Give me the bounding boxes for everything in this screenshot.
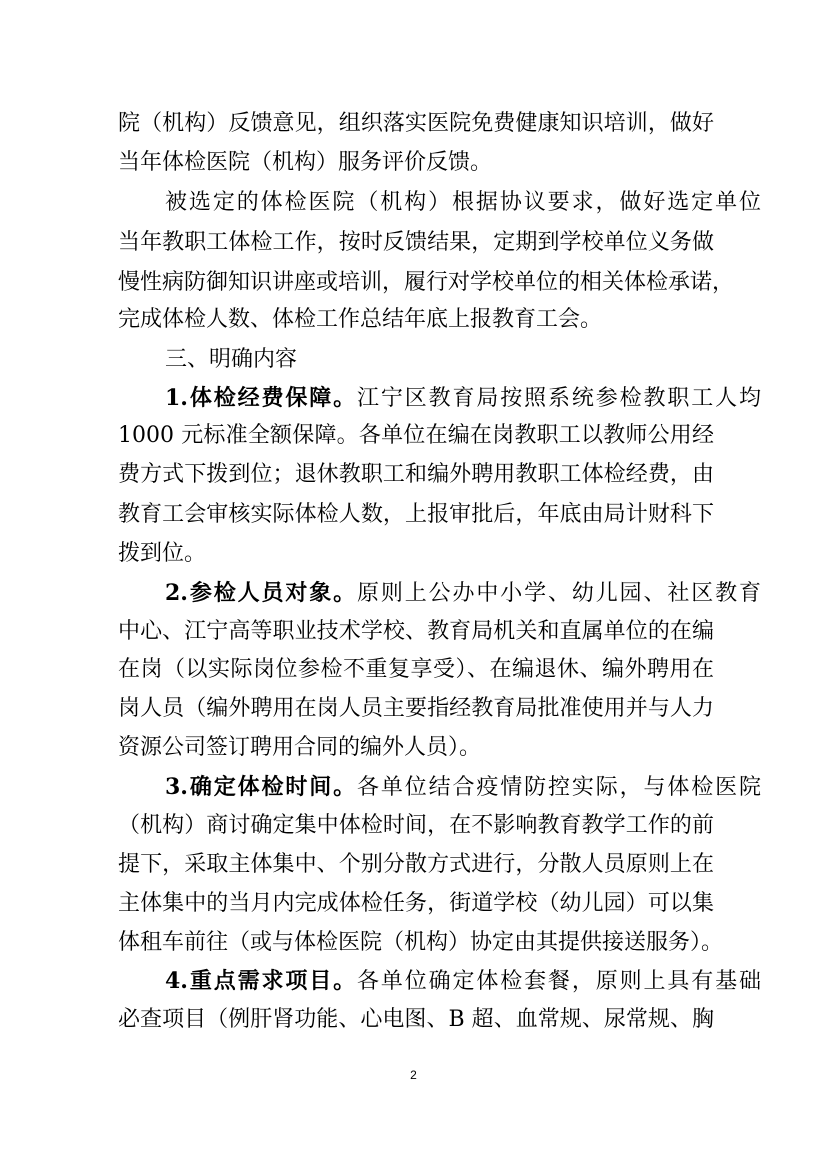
text-line: 当年体检医院（机构）服务评价反馈。 <box>118 150 493 175</box>
text-line: 被选定的体检医院（机构）根据协议要求，做好选定单位 <box>165 190 761 215</box>
section-heading: 三、明确内容 <box>165 347 298 372</box>
item-text: 原则上公办中小学、幼儿园、社区教育 <box>356 581 761 606</box>
page-number: 2 <box>410 1068 417 1082</box>
text-line <box>165 573 761 613</box>
text-line: 体租车前往（或与体检医院（机构）协定由其提供接送服务）。 <box>118 930 724 955</box>
text-line: 中心、江宁高等职业技术学校、教育局机关和直属单位的在编 <box>118 619 714 644</box>
item-text: 江宁区教育局按照系统参检教职工人均 <box>356 386 761 411</box>
text-line: 拨到位。 <box>118 541 207 566</box>
text-line: 院（机构）反馈意见，组织落实医院免费健康知识培训，做好 <box>118 111 714 136</box>
item-heading: 2.参检人员对象。 <box>165 580 357 606</box>
item-heading: 4.重点需求项目。 <box>165 968 357 994</box>
item-heading: 1.体检经费保障。 <box>165 385 357 411</box>
text-line: 资源公司签订聘用合同的编外人员）。 <box>118 735 482 760</box>
text-line: 慢性病防御知识讲座或培训，履行对学校单位的相关体检承诺， <box>118 270 735 295</box>
text-line <box>165 378 761 418</box>
text-line: 当年教职工体检工作，按时反馈结果，定期到学校单位义务做 <box>118 230 714 255</box>
text-line <box>165 767 761 807</box>
text-line <box>165 961 761 1001</box>
text-line: 完成体检人数、体检工作总结年底上报教育工会。 <box>118 307 603 332</box>
item-text: 各单位结合疫情防控实际，与体检医院 <box>356 775 761 800</box>
item-text: 各单位确定体检套餐，原则上具有基础 <box>356 969 761 994</box>
text-line: 1000 元标准全额保障。各单位在编在岗教职工以教师公用经 <box>118 423 714 448</box>
text-line: 在岗（以实际岗位参检不重复享受）、在编退休、编外聘用在 <box>118 657 714 682</box>
text-line: 教育工会审核实际体检人数，上报审批后，年底由局计财科下 <box>118 502 714 527</box>
text-line: 费方式下拨到位；退休教职工和编外聘用教职工体检经费，由 <box>118 462 714 487</box>
text-line: 岗人员（编外聘用在岗人员主要指经教育局批准使用并与人力 <box>118 696 714 721</box>
text-line: （机构）商讨确定集中体检时间，在不影响教育教学工作的前 <box>118 813 714 838</box>
text-line: 提下，采取主体集中、个别分散方式进行，分散人员原则上在 <box>118 852 714 877</box>
text-line: 必查项目（例肝肾功能、心电图、B 超、血常规、尿常规、胸 <box>118 1007 714 1032</box>
text-line: 主体集中的当月内完成体检任务，街道学校（幼儿园）可以集 <box>118 891 714 916</box>
item-heading: 3.确定体检时间。 <box>165 774 357 800</box>
